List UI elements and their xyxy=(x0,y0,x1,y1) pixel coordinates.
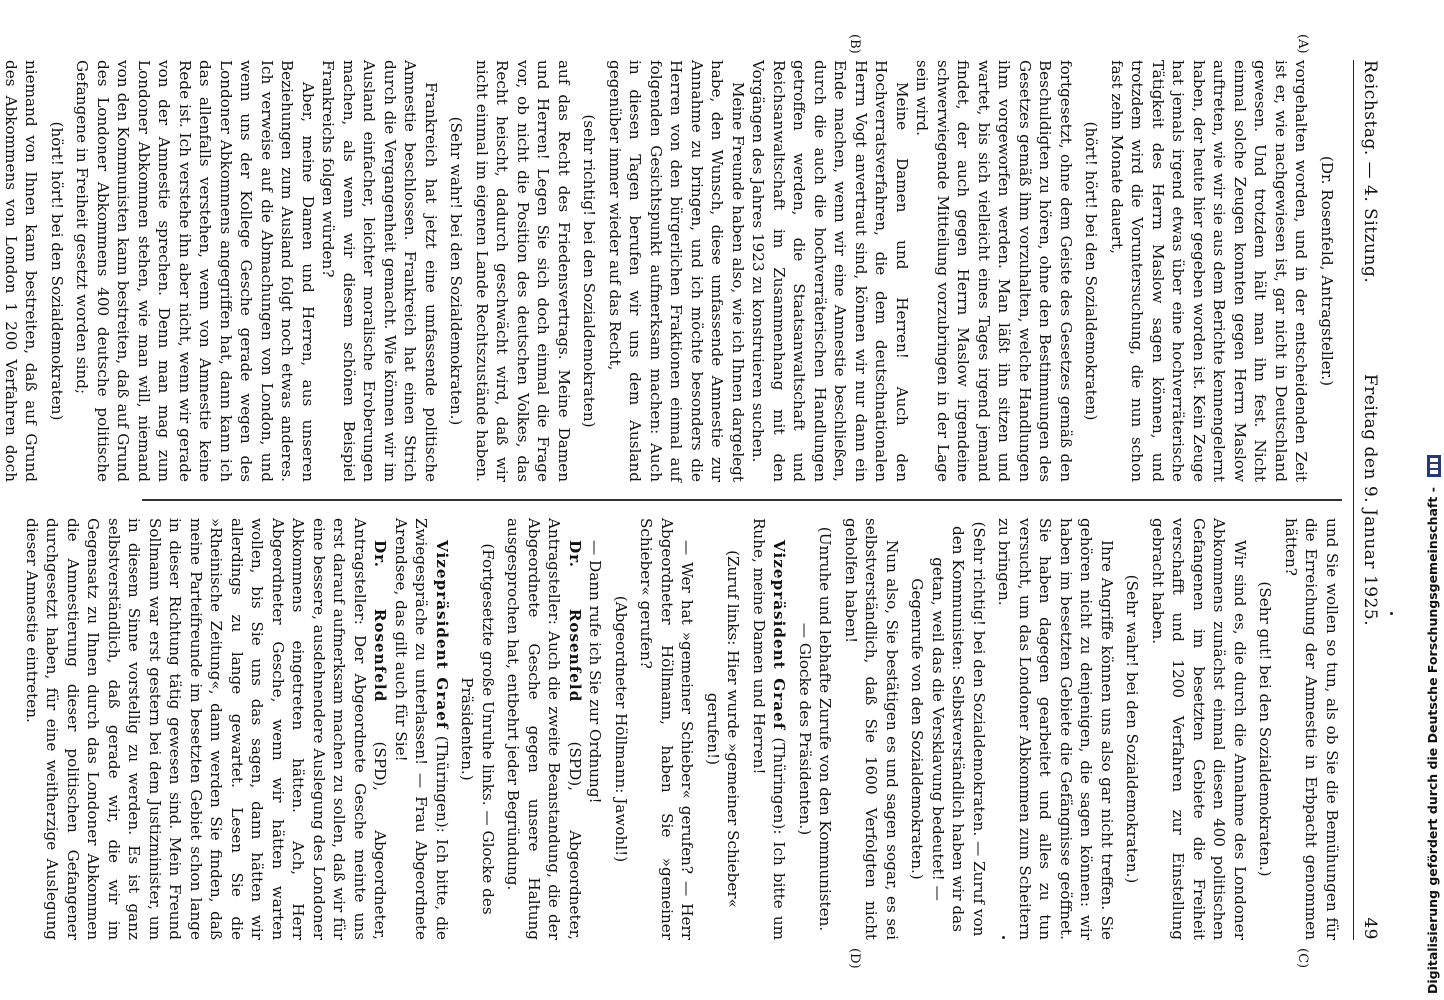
speech-text: (Thüringen): Ich bitte um Ruhe, meine Damen und Herren! xyxy=(750,518,789,940)
paragraph: Aber, meine Damen und Herren, aus unseren Beziehungen zum Ausland folgt noch etwas anderes. Ich verweise auf die Abmachungen von London, und wenn uns der Kollege Gesche gerade wegen des Londoner Abkommens angegriffen hat, dann kann ich das allenfalls verstehen, wenn von Amnestie keine Rede ist. Ich verstehe ihn aber nicht, wenn wir gerade von der Amnestie sprechen. Denn man mag zum Londoner Abkommen stehen, wie man will, niemand von den Kommunisten kann bestreiten, daß auf Grund des Londoner Abkommens 400 deutsche politische Gefangene in Freiheit gesetzt worden sind; xyxy=(73,60,317,482)
speech-text: (SPD), Abgeordneter, Antragsteller: Der Abgeordnete Gesche meinte uns erst darauf aufmerksam machen zu sollen, daß wir für eine bessere, ausdehnendere Auslegung des Londoner Abkommens eingetreten hätten. Ach, Herr Abgeordneter Gesche, wenn wir hätten warten wollen, bis Sie uns das sagen, dann hätten wir allerdings zu lange gewartet. Lesen Sie die »Rheinische Zeitung«, dann werden Sie finden, daß meine Parteifreunde im besetzten Gebiet schon lange in dieser Richtung tätig gewesen sind. Mein Freund Sollmann war erst gestern bei dem Justizminister, um in diesem Sinne vorstellig zu werden. Es ist ganz selbstverständlich, daß gerade wir, die wir im Gegensatz zu Ihnen durch das Londoner Abkommen die Amnestierung dieser politischen Gefangener durchgesetzt haben, für eine weitherzige Auslegung dieser Amnestie eintreten. xyxy=(23,518,390,941)
reaction: (Unruhe und lebhafte Zurufe von den Kommunisten. — Glocke des Präsidenten.) xyxy=(796,526,835,932)
paragraph: fortgesetzt, ohne dem Geiste des Gesetzes gemäß den Beschuldigten zu hören, ohne den Bestimmungen des Gesetzes gemäß ihm vorzuhalten, welche Handlungen ihm vorgeworfen werden. Man läßt ihn sitzen und wartet, bis sich vielleicht eines Tages irgend jemand findet, der auch gegen Herrn Maslow irgendeine schwerwiegende Mitteilung vorzubringen in der Lage sein wird. xyxy=(913,60,1075,482)
scan-speck xyxy=(1390,612,1393,615)
speaker-name: Vizepräsident Graef xyxy=(770,540,789,731)
paragraph: Wir sind es, die durch die Annahme des Londoner Abkommens zunächst einmal diesen 400 politischen Gefangenen im besetzten Gebiete die Freiheit verschafft und 1200 Verfahren zur Einstellung gebracht haben. xyxy=(1149,518,1249,940)
header-left: Reichstag. — 4. Sitzung. xyxy=(1360,60,1380,284)
dfg-logo xyxy=(1427,455,1441,477)
running-header xyxy=(1353,60,1384,940)
paragraph: — Wer hat »gemeiner Schieber« gerufen? — Herr Abgeordneter Höllmann, haben Sie »gemeiner Schieber« gerufen? xyxy=(637,518,697,940)
reaction: (Sehr wahr! bei den Sozialdemokraten.) xyxy=(447,116,466,426)
paragraph xyxy=(749,518,790,940)
paragraph xyxy=(22,518,391,940)
right-column xyxy=(23,518,1342,941)
speech-text: (SPD), Abgeordneter, Antragsteller: Auch die zweite Beanstandung, die der Abgeordnete Gesche gegen unsere Haltung ausgesprochen hat, entbehrt jeder Begründung. xyxy=(504,518,584,941)
speaker-continuation: (Dr. Rosenfeld, Antragsteller.) xyxy=(1318,155,1336,387)
reaction: (Sehr gut! bei den Sozialdemokraten.) xyxy=(1256,581,1275,877)
paragraph: Meine Freunde haben also, wie ich Ihnen dargelegt habe, den Wunsch, diese umfassende Amnestie zur Annahme zu bringen, und ich möchte besonders die Herren von den bürgerlichen Fraktionen einmal auf folgenden Gesichtspunkt aufmerksam machen: Auch in diesen Tagen berufen wir uns dem Ausland gegenüber immer wieder auf das Recht, xyxy=(606,60,747,482)
paragraph xyxy=(391,518,453,940)
reaction: (sehr richtig! bei den Sozialdemokraten) xyxy=(580,114,599,428)
paragraph xyxy=(503,518,585,940)
scan-speck xyxy=(1002,936,1005,939)
left-column xyxy=(2,60,1342,482)
paragraph: niemand von Ihnen kann bestreiten, daß auf Grund des Abkommens von London 1 200 Verfahren doch xyxy=(2,60,41,482)
rotated-page xyxy=(2,0,1394,1000)
paragraph: vorgehalten worden, und in der entscheidenden Zeit ist er, wie nachgewiesen ist, gar nicht in Deutschland gewesen. Und trotzdem hält man ihn fest. Nicht einmal solche Zeugen konnten gegen Herrn Maslow auftreten, wie wir sie aus dem Berichte kennengelernt haben, der heute hier gegeben worden ist. Kein Zeuge hat jemals irgend etwas über eine hochverräterische Tätigkeit des Herrn Maslow sagen können, und trotzdem wird die Voruntersuchung, die nun schon fast zehn Monate dauert, xyxy=(1108,60,1311,482)
margin-letter-a: (A) xyxy=(1295,34,1310,54)
reaction: (Sehr richtig! bei den Sozialdemokraten. — Zuruf von den Kommunisten: Selbstverständlich haben wir das getan, weil das die Versklavung bedeutet! — Gegenrufe von den Sozialdemokraten.) xyxy=(908,521,988,937)
reaction: (Abgeordneter Höllmann: Jawohl!) xyxy=(612,595,630,863)
credit-text: Digitalisierung gefördert durch die Deutsche Forschungsgemeinschaft - xyxy=(1425,487,1440,994)
paragraph: auf das Recht des Friedensvertrags. Meine Damen und Herren! Legen Sie sich doch einmal die Frage vor, ob nicht die Position des deutschen Volkes, das Recht heischt, dadurch geschwächt wird, daß wir nicht einmal im eigenen Lande Rechtszustände haben. xyxy=(473,60,573,482)
speaker-name: Vizepräsident Graef xyxy=(433,540,451,730)
reaction: (Zuruf links: Hier wurde »gemeiner Schieber« gerufen!) xyxy=(704,550,743,908)
paragraph: Ihre Angriffe können uns also gar nicht treffen. Sie gehören nicht zu denjenigen, die sagen können: wir haben im besetzten Gebiete die Gefängnisse geöffnet. Sie haben dagegen gearbeitet und alles zu tun versucht, um das Londoner Abkommen zum Scheitern zu bringen. xyxy=(995,518,1116,940)
margin-letter-c: (C) xyxy=(1295,948,1310,969)
page-number: 49 xyxy=(1360,917,1380,940)
paragraph: und Sie wollen so tun, als ob Sie die Bemühungen für die Erreichung der Amnestie in Erbpacht genommen hätten? xyxy=(1282,518,1341,940)
column-divider xyxy=(142,499,1342,501)
reaction: (hört! hört! bei den Sozialdemokraten) xyxy=(48,121,66,421)
header-date: Freitag den 9. Januar 1925. xyxy=(1360,373,1380,627)
reaction: (Sehr wahr! bei den Sozialdemokraten.) xyxy=(1123,574,1142,884)
margin-letter-b: (B) xyxy=(847,34,862,54)
paragraph: Meine Damen und Herren! Auch den Hochverratsverfahren, die dem deutschnationalen Herrn Vogt anvertraut sind, können wir nur dann ein Ende machen, wenn wir eine Amnestie beschließen, durch die auch die hochverräterischen Handlungen getroffen werden, die Staatsanwaltschaft und Reichsanwaltschaft im Zusammenhang mit den Vorgängen des Jahres 1923 zu konstruieren suchen. xyxy=(749,60,911,482)
speech-text: (Thüringen): Ich bitte, die Zwiegespräche zu unterlassen! — Frau Abgeordnete Arendsee, das gilt auch für Sie! xyxy=(392,518,451,940)
speaker-name: Dr. Rosenfeld xyxy=(371,540,390,703)
reaction: (hört! hört! bei den Sozialdemokraten) xyxy=(1082,121,1101,421)
reaction: (Fortgesetzte große Unruhe links. — Glocke des Präsidenten.) xyxy=(458,543,497,915)
paragraph: Nun also, Sie bestätigen es und sagen sogar, es sei selbstverständlich, daß Sie 1600 Verfolgten nicht geholfen haben! xyxy=(842,518,901,940)
margin-letter-d: (D) xyxy=(847,948,862,969)
speaker-name: Dr. Rosenfeld xyxy=(566,540,584,703)
paragraph: — Dann rufe ich Sie zur Ordnung! xyxy=(586,540,605,804)
paragraph: Frankreich hat jetzt eine umfassende politische Amnestie beschlossen. Frankreich hat einen Strich durch die Vergangenheit gemacht. Wie können wir im Ausland einfacher, leichter moralische Eroberungen machen, als wenn wir diesem schönen Beispiel Frankreichs folgen würden? xyxy=(319,60,440,482)
digitization-credit xyxy=(1398,4,1440,996)
